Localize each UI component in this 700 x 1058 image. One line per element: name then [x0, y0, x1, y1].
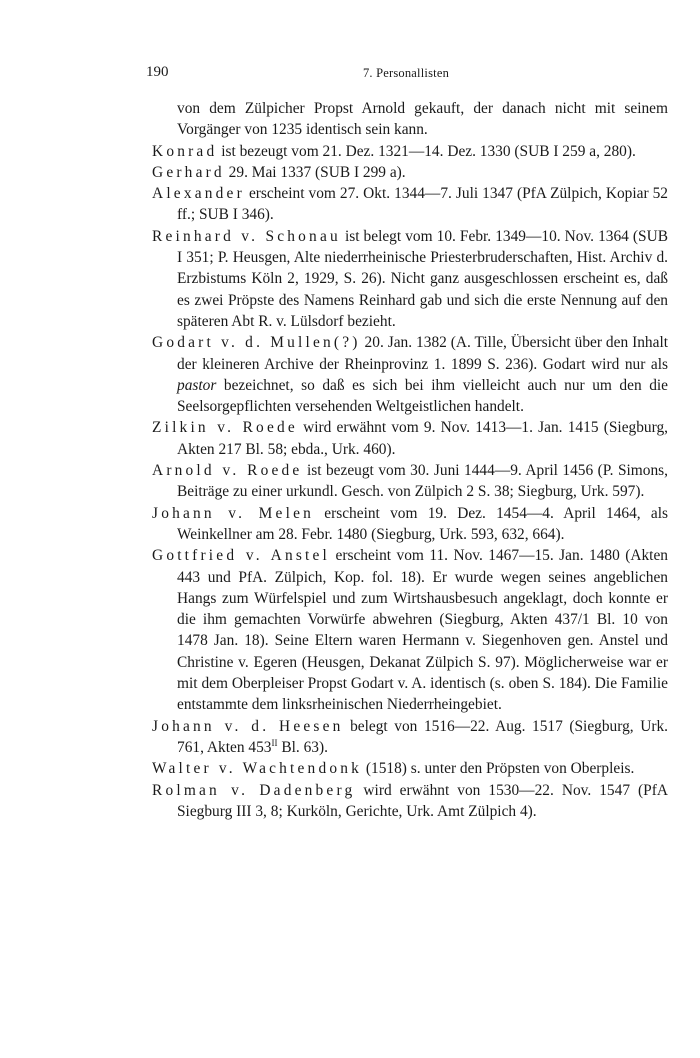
entry-name: Gottfried v. Anstel: [152, 547, 331, 565]
entry-name: Zilkin v. Roede: [152, 419, 298, 437]
entry-johann-melen: [152, 503, 668, 546]
entry-name: Johann v. Melen: [152, 504, 314, 522]
entry-text: wird erwähnt vom 9. Nov. 1413—1. Jan. 1415 (Siegburg, Akten 217 Bl. 58; ebda., Urk. 460).: [177, 419, 669, 458]
running-title: 7. Personallisten: [362, 66, 450, 80]
entry-rolman: [152, 780, 668, 823]
entry-text: ist bezeugt vom 30. Juni 1444—9. April 1456 (P. Simons, Beiträge zu einer urkundl. Gesch. von Zülpich 2 S. 38; Siegburg, Urk. 597).: [177, 462, 668, 501]
entry-text: erscheint vom 19. Dez. 1454—4. April 1464, als Weinkellner am 28. Febr. 1480 (Siegburg, Urk. 593, 632, 664).: [177, 504, 668, 543]
entry-text: erscheint vom 11. Nov. 1467—15. Jan. 1480 (Akten 443 und PfA. Zülpich, Kop. fol. 18). Er wurde wegen seines angeblichen Hangs zum Würfelspiel und zum Wirtshausbesuch angeklagt, doch konnte er die ihm gemachten Vorwürfe abwehren (Siegburg, Akten 437/1 Bl. 10 von 1478 Jan. 18). Seine Eltern waren Hermann v. Siegenhoven gen. Anstel und Christine v. Egeren (Heusgen, Dekanat Zülpich S. 97). Möglicherweise war er mit dem Oberpleiser Propst Godart v. A. identisch (s. oben S. 184). Die Familie entstammte dem linksrheinischen Niederrheingebiet.: [177, 547, 668, 714]
entry-gottfried: [152, 545, 668, 715]
entry-name: Walter v. Wachtendonk: [152, 760, 363, 778]
entry-konrad: [152, 141, 668, 162]
entry-reinhard: [152, 226, 668, 332]
entry-continuation: [152, 98, 668, 141]
page-header: [146, 64, 666, 86]
entry-name: Konrad: [152, 142, 218, 160]
entry-italic-term: pastor: [177, 376, 217, 394]
entry-text: erscheint vom 27. Okt. 1344—7. Juli 1347 (PfA Zülpich, Kopiar 52 ff.; SUB I 346).: [177, 185, 668, 224]
entry-name: Johann v. d. Heesen: [152, 717, 344, 735]
entry-text: 20. Jan. 1382 (A. Tille, Übersicht über den Inhalt der kleineren Archive der Rheinprovinz 1. 1899 S. 236). Godart wird nur als: [177, 334, 668, 373]
entry-text: wird erwähnt von 1530—22. Nov. 1547 (PfA Siegburg III 3, 8; Kurköln, Gerichte, Urk. Amt Zülpich 4).: [177, 781, 668, 820]
superscript: II: [271, 737, 278, 748]
entry-name: Godart v. d. Mullen(?): [152, 334, 361, 352]
entry-text: ist belegt vom 10. Febr. 1349—10. Nov. 1364 (SUB I 351; P. Heusgen, Alte niederrheinische Priesterbruderschaften, Hist. Archiv d. Erzbistums Köln 2, 1929, S. 26). Nicht ganz ausgeschlossen erscheint es, daß es zwei Pröpste des Namens Reinhard gab und sich die erste Nennung auf den späteren Abt R. v. Lülsdorf bezieht.: [177, 227, 668, 330]
entry-name: Arnold v. Roede: [152, 462, 303, 480]
entry-text-continued: Bl. 63).: [277, 738, 328, 756]
entry-name: Rolman v. Dadenberg: [152, 781, 356, 799]
entry-text: belegt von 1516—22. Aug. 1517 (Siegburg, Urk. 761, Akten 453: [177, 717, 668, 756]
entry-walter: [152, 758, 668, 779]
entry-gerhard: [152, 162, 668, 183]
page-number: 190: [146, 64, 169, 80]
entry-text: ist bezeugt vom 21. Dez. 1321—14. Dez. 1330 (SUB I 259 a, 280).: [217, 142, 636, 160]
entry-text: 29. Mai 1337 (SUB I 299 a).: [224, 163, 406, 181]
entry-name: Alexander: [152, 185, 245, 203]
entry-godart: [152, 332, 668, 417]
entry-text-continued: bezeichnet, so daß es sich bei ihm vielleicht auch nur um den die Seelsorgepflichten versehenden Weltgeistlichen handelt.: [177, 376, 668, 416]
body-text: [152, 98, 668, 822]
entry-name: Reinhard v. Schonau: [152, 227, 341, 245]
entry-alexander: [152, 183, 668, 226]
entry-arnold: [152, 460, 668, 503]
entry-name: Gerhard: [152, 163, 225, 181]
entry-text: von dem Zülpicher Propst Arnold gekauft, der danach nicht mit seinem Vorgänger von 1235 identisch sein kann.: [177, 100, 668, 139]
entry-johann-heesen: [152, 716, 668, 759]
entry-zilkin: [152, 417, 668, 460]
entry-text: (1518) s. unter den Pröpsten von Oberpleis.: [362, 760, 635, 778]
